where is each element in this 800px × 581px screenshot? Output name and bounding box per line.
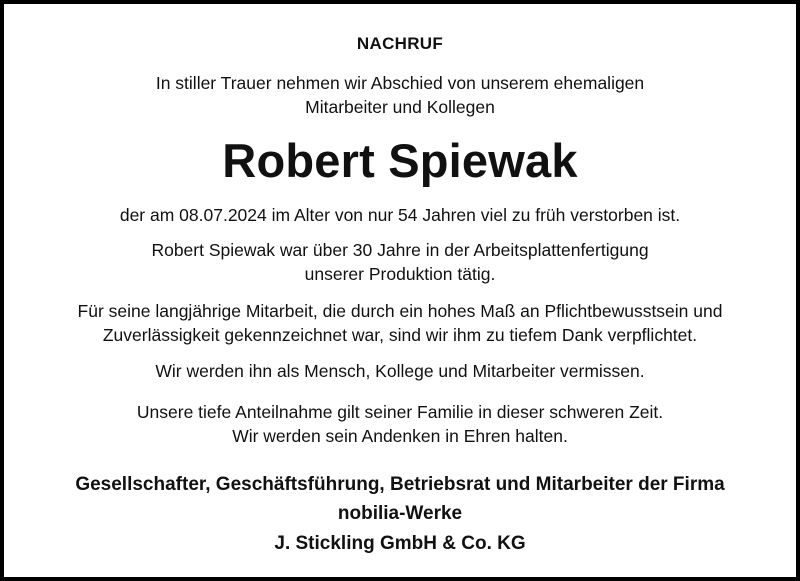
service-line-2: unserer Produktion tätig. (304, 264, 496, 284)
condolence-line-1: Unsere tiefe Anteilnahme gilt seiner Familie in dieser schweren Zeit. (136, 402, 664, 422)
gratitude-line-2: Zuverlässigkeit gekennzeichnet war, sind wir ihm zu tiefem Dank verpflichtet. (102, 325, 698, 345)
service-line-1: Robert Spiewak war über 30 Jahre in der Arbeitsplattenfertigung (151, 240, 649, 260)
notice-heading: NACHRUF (356, 34, 444, 53)
gratitude-line-1: Für seine langjährige Mitarbeit, die durch ein hohes Maß an Pflichtbewusstsein und (77, 301, 723, 321)
condolence-line-2: Wir werden sein Andenken in Ehren halten. (232, 426, 568, 446)
intro-line-1: In stiller Trauer nehmen wir Abschied von unserem ehemaligen (155, 73, 645, 93)
death-date-line: der am 08.07.2024 im Alter von nur 54 Jahren viel zu früh verstorben ist. (119, 205, 681, 225)
miss-line: Wir werden ihn als Mensch, Kollege und Mitarbeiter vermissen. (155, 361, 645, 381)
deceased-name: Robert Spiewak (222, 134, 578, 187)
signature-line-3: J. Stickling GmbH & Co. KG (274, 533, 526, 554)
signature-line-1: Gesellschafter, Geschäftsführung, Betriebsrat und Mitarbeiter der Firma (75, 474, 725, 495)
intro-line-2: Mitarbeiter und Kollegen (305, 97, 495, 117)
signature-line-2: nobilia-Werke (337, 503, 463, 524)
